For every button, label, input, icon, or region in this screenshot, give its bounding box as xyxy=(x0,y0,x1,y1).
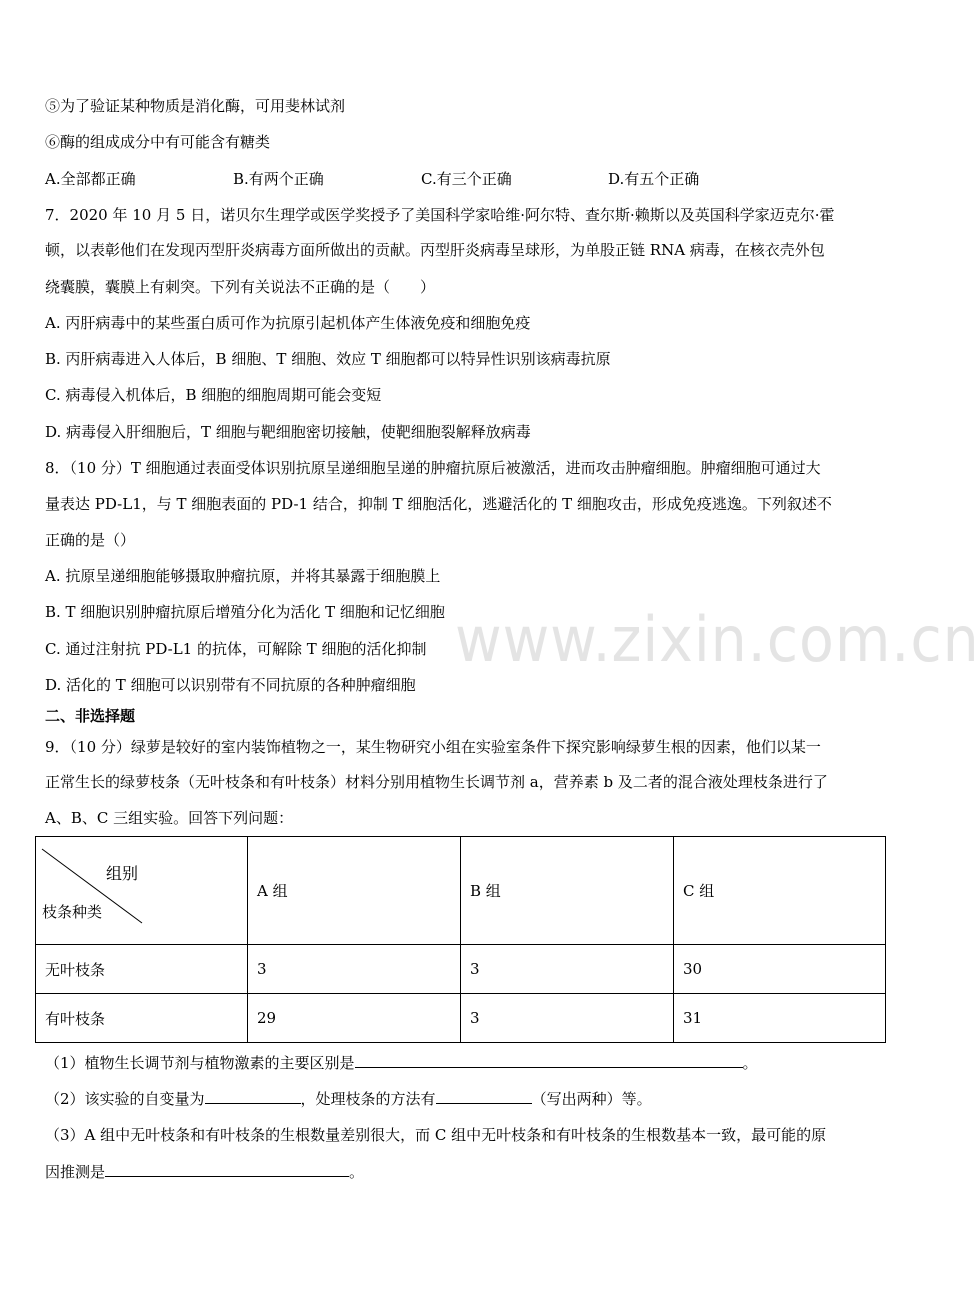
statement-5: ⑤为了验证某种物质是消化酶，可用斐林试剂 xyxy=(45,97,346,115)
q8-option-a: A. 抗原呈递细胞能够摄取肿瘤抗原，并将其暴露于细胞膜上 xyxy=(45,567,441,585)
q9-stem-line1: 9．（10 分）绿萝是较好的室内装饰植物之一，某生物研究小组在实验室条件下探究影响绿萝生根的因素，他们以某一 xyxy=(45,738,821,756)
subquestion-3-line1: （3）A 组中无叶枝条和有叶枝条的生根数量差别很大，而 C 组中无叶枝条和有叶枝条的生根数基本一致，最可能的原 xyxy=(45,1126,827,1144)
subquestion-1-text: （1）植物生长调节剂与植物激素的主要区别是 xyxy=(45,1054,355,1072)
q7-option-c: C. 病毒侵入机体后，B 细胞的细胞周期可能会变短 xyxy=(45,386,382,404)
q6-option-b: B.有两个正确 xyxy=(233,170,324,188)
q8-stem-line3: 正确的是（） xyxy=(45,531,136,549)
subquestion-1-end: 。 xyxy=(742,1054,758,1072)
row-label: 有叶枝条 xyxy=(36,994,248,1043)
subquestion-1 xyxy=(45,1052,758,1073)
row-label: 无叶枝条 xyxy=(36,945,248,994)
table-header-row xyxy=(36,837,886,945)
q7-option-d: D. 病毒侵入肝细胞后，T 细胞与靶细胞密切接触，使靶细胞裂解释放病毒 xyxy=(45,423,531,441)
table-cell: 30 xyxy=(674,945,886,994)
answer-blank-4[interactable] xyxy=(105,1161,349,1177)
table-cell: 31 xyxy=(674,994,886,1043)
q7-stem-line1: 7．2020 年 10 月 5 日，诺贝尔生理学或医学奖授予了美国科学家哈维·阿尔特、查尔斯·赖斯以及英国科学家迈克尔·霍 xyxy=(45,206,835,224)
table-row xyxy=(36,945,886,994)
subquestion-2-text: （2）该实验的自变量为 xyxy=(45,1090,205,1108)
subquestion-3-line2 xyxy=(45,1161,364,1182)
corner-label-branch-type: 枝条种类 xyxy=(42,903,103,921)
subquestion-2 xyxy=(45,1088,652,1109)
section-heading: 二、非选择题 xyxy=(45,707,136,725)
column-header-a: A 组 xyxy=(248,837,461,945)
subquestion-2-end: （写出两种）等。 xyxy=(531,1090,652,1108)
subquestion-3-end: 。 xyxy=(349,1163,365,1181)
table-cell: 3 xyxy=(248,945,461,994)
q8-option-c: C. 通过注射抗 PD-L1 的抗体，可解除 T 细胞的活化抑制 xyxy=(45,640,427,658)
corner-label-group: 组别 xyxy=(106,864,139,883)
q6-option-d: D.有五个正确 xyxy=(608,170,700,188)
subquestion-3-text: 因推测是 xyxy=(45,1163,106,1181)
q9-stem-line3: A、B、C 三组实验。回答下列问题： xyxy=(45,809,294,827)
table-cell: 29 xyxy=(248,994,461,1043)
table-corner-cell xyxy=(36,837,248,945)
answer-blank-2[interactable] xyxy=(205,1088,301,1104)
statement-6: ⑥酶的组成成分中有可能含有糖类 xyxy=(45,133,271,151)
q6-option-a: A.全部都正确 xyxy=(45,170,136,188)
results-table xyxy=(35,836,886,1043)
column-header-b: B 组 xyxy=(461,837,674,945)
q6-options xyxy=(45,168,885,190)
q6-option-c: C.有三个正确 xyxy=(421,170,512,188)
q7-stem-line3: 绕囊膜，囊膜上有刺突。下列有关说法不正确的是（ ） xyxy=(45,278,436,296)
table-cell: 3 xyxy=(461,945,674,994)
q9-stem-line2: 正常生长的绿萝枝条（无叶枝条和有叶枝条）材料分别用植物生长调节剂 a，营养素 b 及二者的混合液处理枝条进行了 xyxy=(45,773,828,791)
watermark: www.zixin.com.cn xyxy=(455,603,980,676)
q8-stem-line2: 量表达 PD-L1，与 T 细胞表面的 PD-1 结合，抑制 T 细胞活化，逃避活化的 T 细胞攻击，形成免疫逃逸。下列叙述不 xyxy=(45,495,832,513)
answer-blank-1[interactable] xyxy=(355,1052,743,1068)
q8-option-d: D. 活化的 T 细胞可以识别带有不同抗原的各种肿瘤细胞 xyxy=(45,676,416,694)
q7-option-b: B. 丙肝病毒进入人体后，B 细胞、T 细胞、效应 T 细胞都可以特异性识别该病毒抗原 xyxy=(45,350,611,368)
q8-option-b: B. T 细胞识别肿瘤抗原后增殖分化为活化 T 细胞和记忆细胞 xyxy=(45,603,445,621)
column-header-c: C 组 xyxy=(674,837,886,945)
q7-stem-line2: 顿，以表彰他们在发现丙型肝炎病毒方面所做出的贡献。丙型肝炎病毒呈球形，为单股正链 RNA 病毒，在核衣壳外包 xyxy=(45,241,825,259)
answer-blank-3[interactable] xyxy=(436,1088,532,1104)
table-cell: 3 xyxy=(461,994,674,1043)
diagonal-line xyxy=(36,837,257,944)
table-row xyxy=(36,994,886,1043)
subquestion-2-mid: ，处理枝条的方法有 xyxy=(300,1090,436,1108)
q8-stem-line1: 8．（10 分）T 细胞通过表面受体识别抗原呈递细胞呈递的肿瘤抗原后被激活，进而攻击肿瘤细胞。肿瘤细胞可通过大 xyxy=(45,459,821,477)
q7-option-a: A. 丙肝病毒中的某些蛋白质可作为抗原引起机体产生体液免疫和细胞免疫 xyxy=(45,314,531,332)
